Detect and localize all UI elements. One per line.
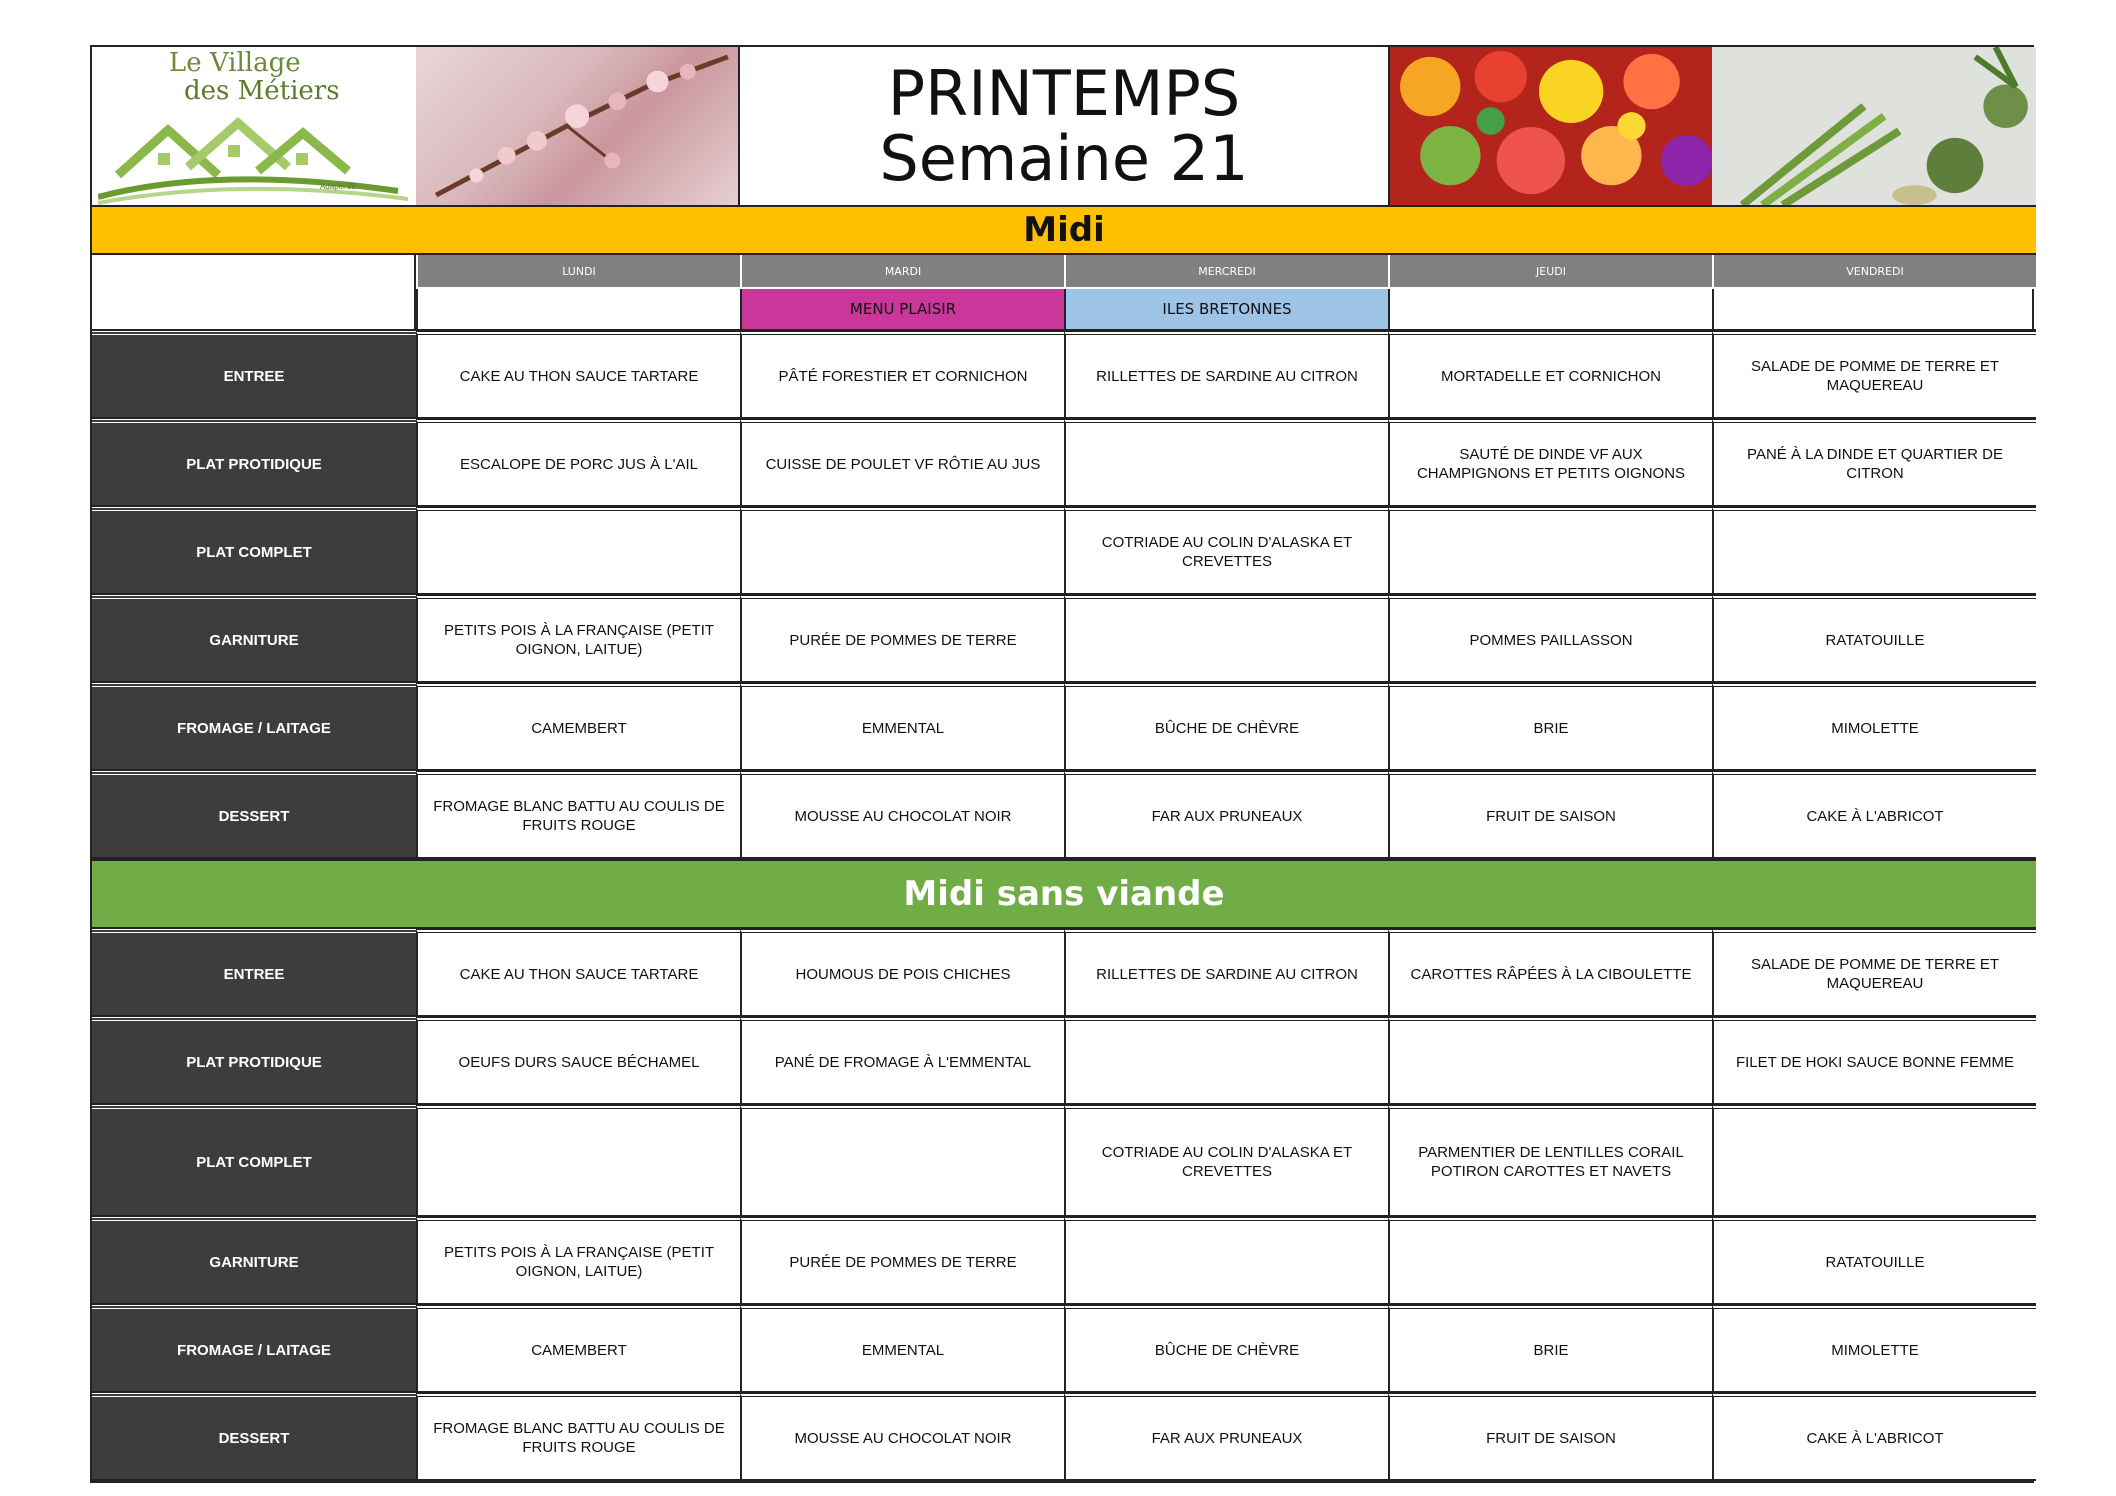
menu-cell: FAR AUX PRUNEAUX bbox=[1064, 771, 1388, 859]
menu-cell: FRUIT DE SAISON bbox=[1388, 771, 1712, 859]
theme-jeudi bbox=[1388, 289, 1712, 331]
menu-cell: CAKE À L'ABRICOT bbox=[1712, 771, 2036, 859]
menu-cell: COTRIADE AU COLIN D'ALASKA ET CREVETTES bbox=[1064, 507, 1388, 595]
menu-cell bbox=[1388, 1217, 1712, 1305]
logo-line2: des Métiers bbox=[184, 76, 340, 106]
menu-cell: FILET DE HOKI SAUCE BONNE FEMME bbox=[1712, 1017, 2036, 1105]
page-title bbox=[740, 47, 1388, 207]
row-label-garniture: GARNITURE bbox=[92, 1217, 416, 1305]
day-header-vendredi: VENDREDI bbox=[1712, 255, 2036, 289]
menu-cell: FROMAGE BLANC BATTU AU COULIS DE FRUITS ROUGE bbox=[416, 771, 740, 859]
day-header-mardi: MARDI bbox=[740, 255, 1064, 289]
menu-cell: CAMEMBERT bbox=[416, 683, 740, 771]
menu-cell: PANÉ DE FROMAGE À L'EMMENTAL bbox=[740, 1017, 1064, 1105]
cherry-blossom-image bbox=[416, 47, 740, 207]
row-label-fromage-laitage: FROMAGE / LAITAGE bbox=[92, 683, 416, 771]
menu-cell bbox=[416, 1105, 740, 1217]
logo-text bbox=[96, 49, 340, 105]
menu-cell: RATATOUILLE bbox=[1712, 595, 2036, 683]
menu-cell bbox=[1064, 1217, 1388, 1305]
menu-cell: PANÉ À LA DINDE ET QUARTIER DE CITRON bbox=[1712, 419, 2036, 507]
menu-cell: BRIE bbox=[1388, 1305, 1712, 1393]
menu-cell: PARMENTIER DE LENTILLES CORAIL POTIRON CAROTTES ET NAVETS bbox=[1388, 1105, 1712, 1217]
row-label-dessert: DESSERT bbox=[92, 771, 416, 859]
menu-cell bbox=[1064, 595, 1388, 683]
menu-cell: FROMAGE BLANC BATTU AU COULIS DE FRUITS ROUGE bbox=[416, 1393, 740, 1481]
day-header-jeudi: JEUDI bbox=[1388, 255, 1712, 289]
empty-header-cell bbox=[92, 255, 416, 289]
menu-cell: PETITS POIS À LA FRANÇAISE (PETIT OIGNON, LAITUE) bbox=[416, 1217, 740, 1305]
theme-iles-bretonnes: ILES BRETONNES bbox=[1064, 289, 1388, 331]
row-label-plat-complet: PLAT COMPLET bbox=[92, 1105, 416, 1217]
theme-lundi bbox=[416, 289, 740, 331]
menu-cell: RATATOUILLE bbox=[1712, 1217, 2036, 1305]
menu-cell: EMMENTAL bbox=[740, 683, 1064, 771]
menu-cell: RILLETTES DE SARDINE AU CITRON bbox=[1064, 331, 1388, 419]
logo bbox=[92, 47, 416, 207]
row-label-garniture: GARNITURE bbox=[92, 595, 416, 683]
menu-cell: MIMOLETTE bbox=[1712, 1305, 2036, 1393]
menu-cell: FRUIT DE SAISON bbox=[1388, 1393, 1712, 1481]
row-label-entree: ENTREE bbox=[92, 929, 416, 1017]
menu-cell: COTRIADE AU COLIN D'ALASKA ET CREVETTES bbox=[1064, 1105, 1388, 1217]
vegetables-image bbox=[1712, 47, 2036, 207]
row-label-plat-protidique: PLAT PROTIDIQUE bbox=[92, 1017, 416, 1105]
theme-menu-plaisir: MENU PLAISIR bbox=[740, 289, 1064, 331]
row-label-plat-protidique: PLAT PROTIDIQUE bbox=[92, 419, 416, 507]
menu-cell: SALADE DE POMME DE TERRE ET MAQUEREAU bbox=[1712, 929, 2036, 1017]
row-label-fromage-laitage: FROMAGE / LAITAGE bbox=[92, 1305, 416, 1393]
fruits-icon bbox=[1390, 47, 1712, 205]
section-title-midi-sans-viande: Midi sans viande bbox=[92, 859, 2036, 929]
menu-cell bbox=[1388, 507, 1712, 595]
logo-subtext: Adapei 29 bbox=[319, 182, 356, 191]
menu-cell bbox=[1388, 1017, 1712, 1105]
menu-table bbox=[90, 45, 2034, 1483]
menu-cell: PURÉE DE POMMES DE TERRE bbox=[740, 595, 1064, 683]
menu-cell: CAKE À L'ABRICOT bbox=[1712, 1393, 2036, 1481]
menu-cell: MIMOLETTE bbox=[1712, 683, 2036, 771]
menu-cell bbox=[740, 507, 1064, 595]
menu-cell: SALADE DE POMME DE TERRE ET MAQUEREAU bbox=[1712, 331, 2036, 419]
blossom-icon bbox=[416, 47, 738, 205]
menu-cell: CUISSE DE POULET VF RÔTIE AU JUS bbox=[740, 419, 1064, 507]
menu-cell: OEUFS DURS SAUCE BÉCHAMEL bbox=[416, 1017, 740, 1105]
title-week: Semaine 21 bbox=[879, 122, 1249, 195]
menu-cell bbox=[740, 1105, 1064, 1217]
menu-cell: PÂTÉ FORESTIER ET CORNICHON bbox=[740, 331, 1064, 419]
menu-cell: FAR AUX PRUNEAUX bbox=[1064, 1393, 1388, 1481]
menu-cell bbox=[1712, 1105, 2036, 1217]
menu-cell: PURÉE DE POMMES DE TERRE bbox=[740, 1217, 1064, 1305]
menu-cell: BÛCHE DE CHÈVRE bbox=[1064, 683, 1388, 771]
menu-cell: CAKE AU THON SAUCE TARTARE bbox=[416, 929, 740, 1017]
menu-cell: POMMES PAILLASSON bbox=[1388, 595, 1712, 683]
fruits-image bbox=[1388, 47, 1712, 207]
day-header-mercredi: MERCREDI bbox=[1064, 255, 1388, 289]
menu-cell: MORTADELLE ET CORNICHON bbox=[1388, 331, 1712, 419]
menu-cell: HOUMOUS DE POIS CHICHES bbox=[740, 929, 1064, 1017]
menu-cell bbox=[1064, 1017, 1388, 1105]
row-label-entree: ENTREE bbox=[92, 331, 416, 419]
title-season: PRINTEMPS bbox=[887, 56, 1241, 130]
menu-cell: MOUSSE AU CHOCOLAT NOIR bbox=[740, 771, 1064, 859]
menu-cell: MOUSSE AU CHOCOLAT NOIR bbox=[740, 1393, 1064, 1481]
menu-cell: BÛCHE DE CHÈVRE bbox=[1064, 1305, 1388, 1393]
empty-theme-cell bbox=[92, 289, 416, 331]
houses-icon bbox=[98, 105, 408, 205]
section-title-midi: Midi bbox=[92, 207, 2036, 255]
theme-vendredi bbox=[1712, 289, 2036, 331]
menu-cell: BRIE bbox=[1388, 683, 1712, 771]
row-label-dessert: DESSERT bbox=[92, 1393, 416, 1481]
vegetables-icon bbox=[1712, 47, 2036, 205]
menu-cell: EMMENTAL bbox=[740, 1305, 1064, 1393]
row-label-plat-complet: PLAT COMPLET bbox=[92, 507, 416, 595]
menu-cell: SAUTÉ DE DINDE VF AUX CHAMPIGNONS ET PETITS OIGNONS bbox=[1388, 419, 1712, 507]
menu-cell bbox=[1064, 419, 1388, 507]
day-header-lundi: LUNDI bbox=[416, 255, 740, 289]
menu-cell bbox=[416, 507, 740, 595]
menu-cell bbox=[1712, 507, 2036, 595]
menu-cell: CAMEMBERT bbox=[416, 1305, 740, 1393]
menu-cell: PETITS POIS À LA FRANÇAISE (PETIT OIGNON, LAITUE) bbox=[416, 595, 740, 683]
menu-cell: CAROTTES RÂPÉES À LA CIBOULETTE bbox=[1388, 929, 1712, 1017]
menu-cell: CAKE AU THON SAUCE TARTARE bbox=[416, 331, 740, 419]
menu-cell: ESCALOPE DE PORC JUS À L'AIL bbox=[416, 419, 740, 507]
menu-cell: RILLETTES DE SARDINE AU CITRON bbox=[1064, 929, 1388, 1017]
logo-line1: Le Village bbox=[168, 48, 301, 78]
